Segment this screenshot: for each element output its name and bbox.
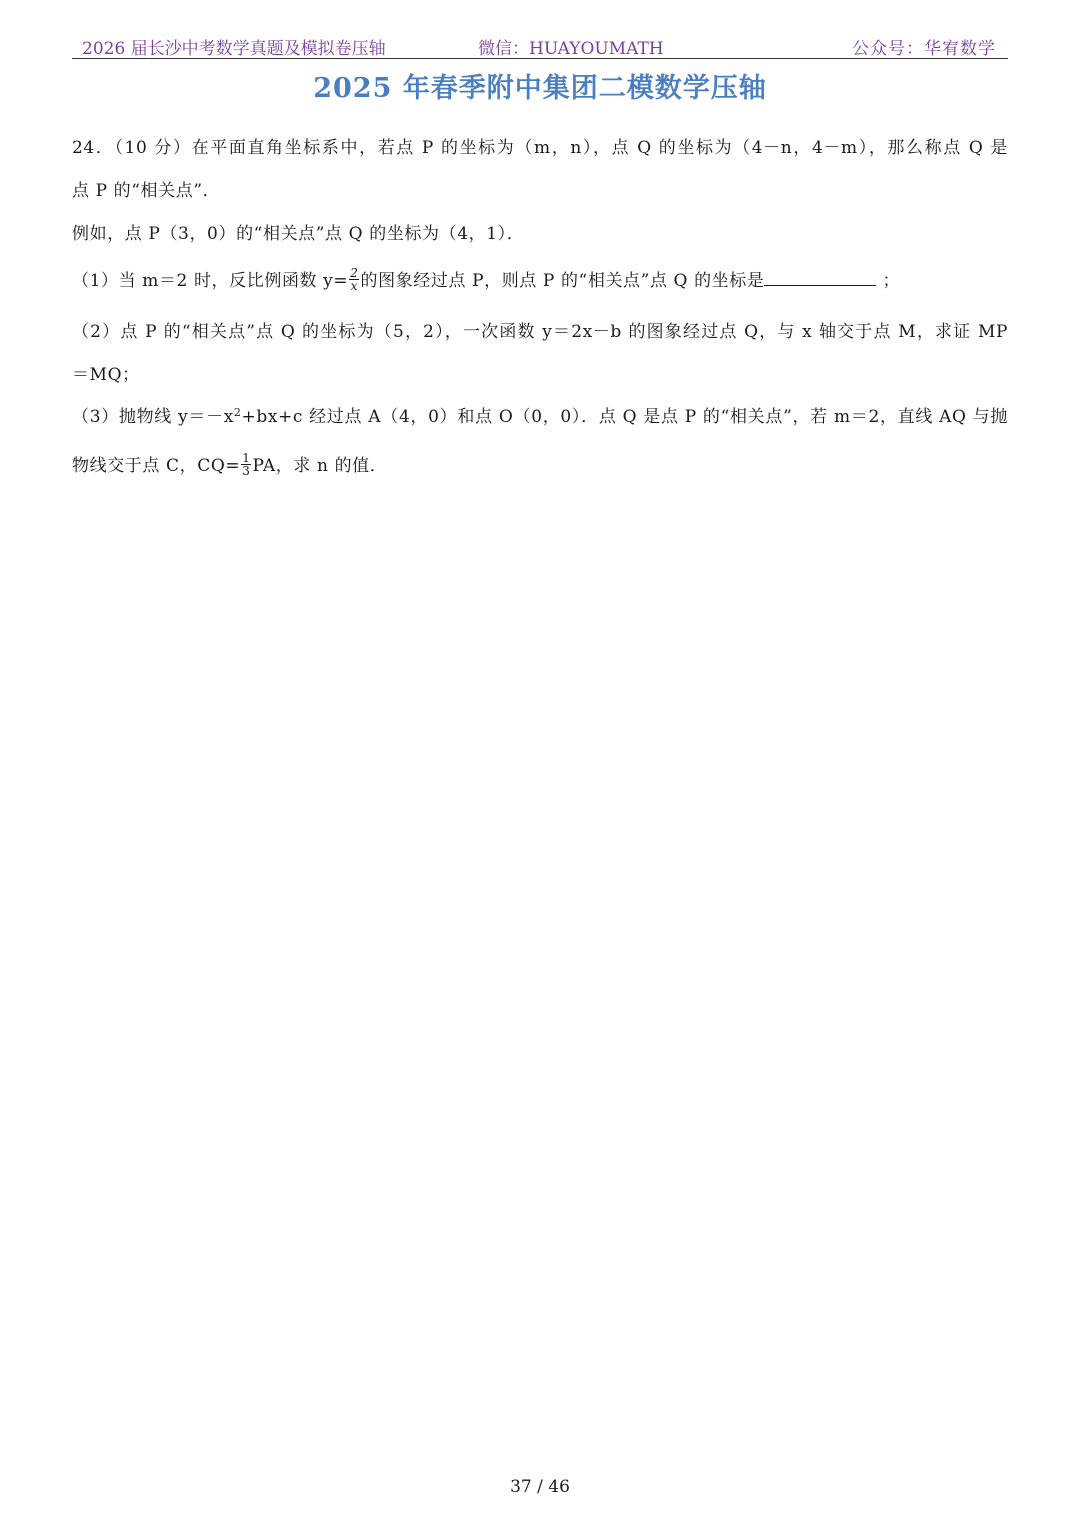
part1-text-a: （1）当 m＝2 时，反比例函数 y= [72,271,349,291]
header-official-account: 公众号：华宥数学 [852,39,996,59]
part3-text-a2: +bx+c 经过点 A（4，0）和点 O（0，0）．点 Q 是点 P 的“相关点”，若 m＝2，直线 AQ 与抛 [241,407,1008,427]
problem-score: （10 分） [114,138,192,158]
fraction-denominator: 3 [242,464,251,478]
part3-text-b2: PA，求 n 的值． [252,456,388,476]
problem-number: 24． [72,138,115,158]
problem-part-3-line-2 [72,451,387,479]
problem-example: 例如，点 P（3，0）的“相关点”点 Q 的坐标为（4，1）． [72,224,525,244]
document-title: 2025 年春季附中集团二模数学压轴 [313,73,767,104]
answer-blank[interactable] [764,269,876,286]
fraction-2-over-x [349,267,359,292]
problem-part-2-line-1: （2）点 P 的“相关点”点 Q 的坐标为（5，2），一次函数 y＝2x－b 的图象经过点 Q，与 x 轴交于点 M，求证 MP [72,322,1008,342]
part3-exponent: 2 [233,406,242,419]
header-wechat: 微信：HUAYOUMATH [478,39,664,59]
page-header [72,30,1008,59]
problem-part-1 [72,266,900,294]
fraction-numerator: 1 [242,451,251,465]
part3-text-b1: 物线交于点 C，CQ= [72,456,241,476]
fraction-denominator: x [350,279,359,293]
header-series-title: 2026 届长沙中考数学真题及模拟卷压轴 [82,39,386,59]
problem-part-3-line-1 [72,402,1008,427]
part1-end: ； [882,271,901,291]
page-number: 37 / 46 [510,1477,570,1497]
fraction-1-over-3 [241,452,251,477]
problem-intro-line-2: 点 P 的“相关点”． [72,181,221,201]
fraction-numerator: 2 [350,266,359,280]
problem-part-2-line-2: ＝MQ； [72,365,140,385]
part3-text-a1: （3）抛物线 y＝－x [72,407,234,427]
problem-intro-line-1 [72,133,1008,158]
part1-text-b: 的图象经过点 P，则点 P 的“相关点”点 Q 的坐标是 [360,271,765,291]
problem-intro: 在平面直角坐标系中，若点 P 的坐标为（m，n），点 Q 的坐标为（4－n，4－m），那么称点 Q 是 [191,138,1009,158]
